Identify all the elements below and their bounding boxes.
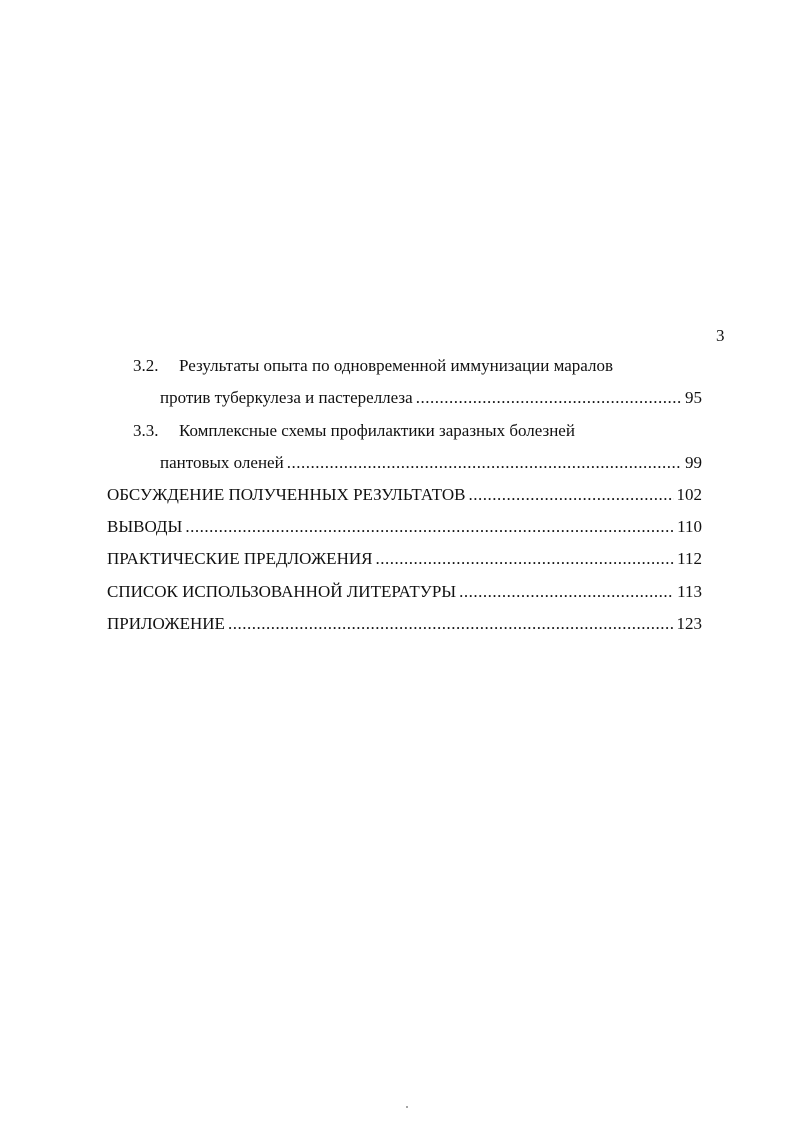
- toc-entry-title: ПРАКТИЧЕСКИЕ ПРЕДЛОЖЕНИЯ: [107, 549, 373, 568]
- toc-page-number: 110: [677, 517, 702, 536]
- dot-leader: [416, 387, 682, 409]
- toc-entry-3-3-line2: [160, 452, 702, 474]
- toc-entry-number: 3.2.: [133, 356, 159, 375]
- dot-leader: [459, 581, 674, 603]
- toc-entry-3-2-line1: [133, 355, 613, 377]
- toc-page-number: 113: [677, 582, 702, 601]
- toc-entry-discussion: [107, 484, 702, 506]
- toc-page-number: 102: [676, 485, 702, 504]
- page-number: 3: [716, 326, 725, 345]
- toc-entry-references: [107, 581, 702, 603]
- dot-leader: [185, 516, 674, 538]
- dot-leader: [468, 484, 673, 506]
- toc-entry-number: 3.3.: [133, 421, 159, 440]
- toc-page-number: 99: [685, 453, 702, 472]
- dot-leader: [375, 548, 674, 570]
- toc-entry-conclusions: [107, 516, 702, 538]
- toc-entry-practical: [107, 548, 702, 570]
- toc-entry-title: ОБСУЖДЕНИЕ ПОЛУЧЕННЫХ РЕЗУЛЬТАТОВ: [107, 485, 466, 504]
- toc-entry-3-2-line2: [160, 387, 702, 409]
- toc-entry-title: Результаты опыта по одновременной иммунизации маралов: [179, 356, 614, 375]
- toc-entry-title: Комплексные схемы профилактики заразных болезней: [179, 421, 575, 440]
- toc-page-number: 95: [685, 388, 702, 407]
- dot-leader: [228, 613, 674, 635]
- toc-page-number: 112: [677, 549, 702, 568]
- toc-entry-title: СПИСОК ИСПОЛЬЗОВАННОЙ ЛИТЕРАТУРЫ: [107, 582, 457, 601]
- toc-entry-title: ВЫВОДЫ: [107, 517, 183, 536]
- scan-speck: [406, 1106, 408, 1108]
- toc-entry-title: против туберкулеза и пастереллеза: [160, 388, 413, 407]
- toc-entry-title: ПРИЛОЖЕНИЕ: [107, 614, 225, 633]
- dot-leader: [287, 452, 682, 474]
- toc-page-number: 123: [676, 614, 702, 633]
- toc-entry-title: пантовых оленей: [160, 453, 284, 472]
- toc-entry-appendix: [107, 613, 702, 635]
- toc-entry-3-3-line1: [133, 420, 575, 442]
